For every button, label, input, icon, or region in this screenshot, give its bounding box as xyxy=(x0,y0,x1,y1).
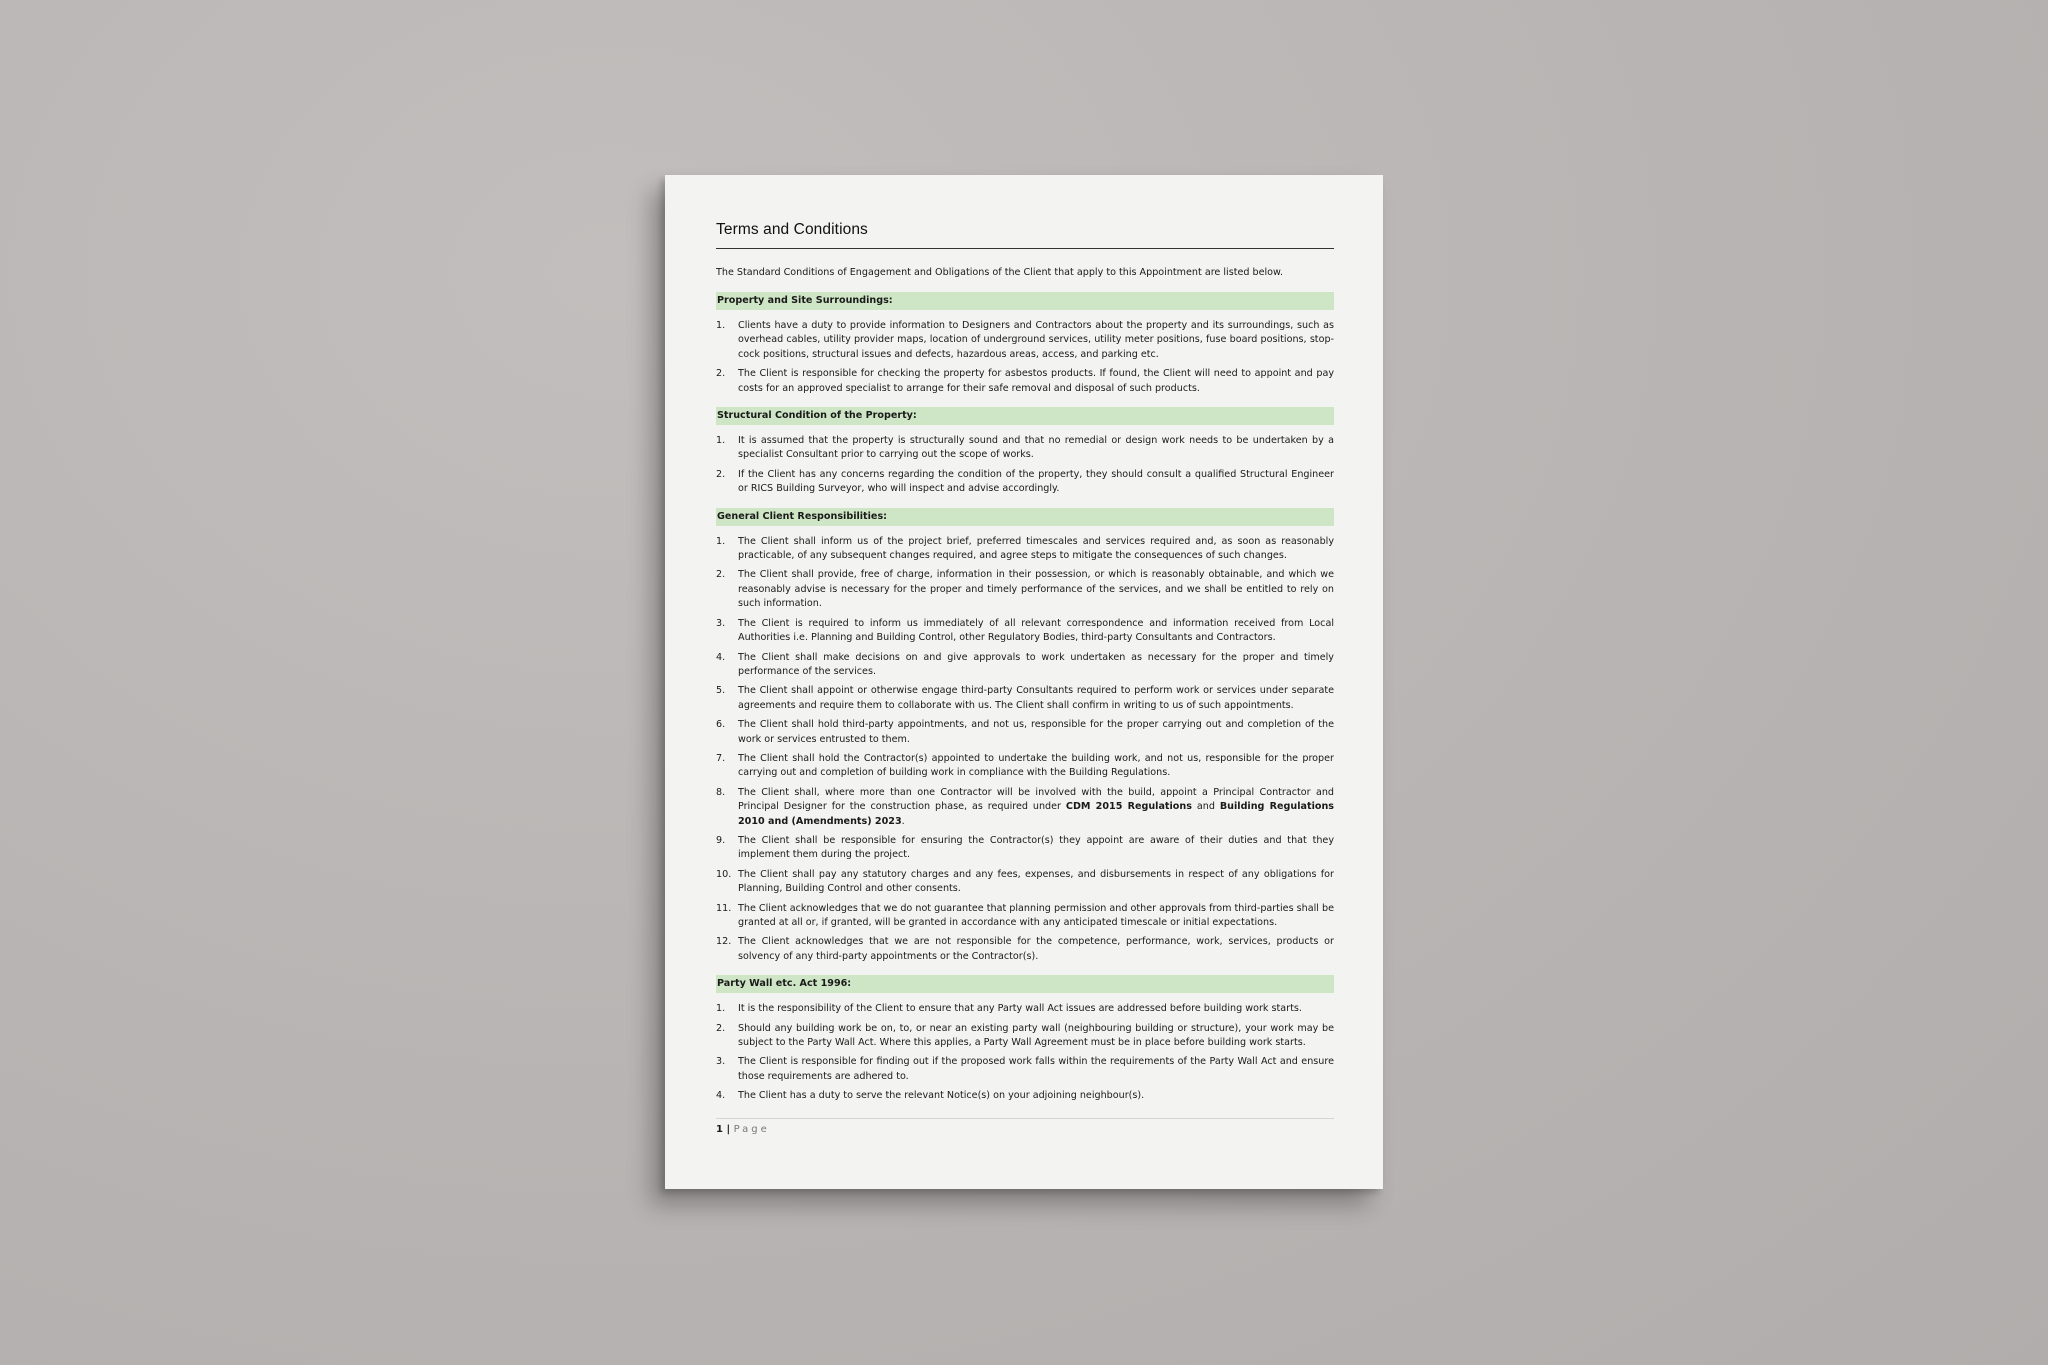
item-text: The Client shall make decisions on and give approvals to work undertaken as necessary for the proper and timely performance of the services. xyxy=(738,651,1334,677)
page-number: 1 xyxy=(716,1123,723,1135)
section-heading: Party Wall etc. Act 1996: xyxy=(716,975,1334,993)
list-item xyxy=(716,718,1334,747)
item-text: It is the responsibility of the Client to ensure that any Party wall Act issues are addressed before building work starts. xyxy=(738,1003,1302,1015)
footer-separator: | xyxy=(722,1123,734,1135)
item-number: 1. xyxy=(716,1003,726,1015)
item-text: Should any building work be on, to, or near an existing party wall (neighbouring building or structure), your work may be subject to the Party Wall Act. Where this applies, a Party Wall Agreement must be in place before building work starts. xyxy=(738,1022,1334,1049)
regulation-reference: Building Regulations 2010 and (Amendments) 2023 xyxy=(738,801,1334,827)
item-number: 4. xyxy=(716,651,726,663)
page-label: Page xyxy=(733,1123,770,1135)
item-text: The Client shall provide, free of charge, information in their possession, or which is reasonably obtainable, and which we reasonably advise is necessary for the proper and timely performance of the services, and we shall be entitled to rely on such information. xyxy=(738,569,1334,610)
item-number: 1. xyxy=(716,535,726,547)
item-text: The Client shall inform us of the project brief, preferred timescales and services required and, as soon as reasonably practicable, of any subsequent changes required, and agree steps to mitigate the consequences of such changes. xyxy=(738,535,1334,562)
list-item xyxy=(716,1022,1334,1051)
item-number: 1. xyxy=(716,435,726,447)
list-item xyxy=(716,868,1334,897)
item-text: The Client acknowledges that we do not guarantee that planning permission and other approvals from third-parties shall be granted at all or, if granted, will be granted in accordance with any anticipated timescale or initial expectations. xyxy=(738,902,1334,928)
item-number: 2. xyxy=(716,569,726,581)
list-item xyxy=(716,468,1334,497)
intro-text: The Standard Conditions of Engagement and Obligations of the Client that apply to this Appointment are listed below. xyxy=(716,267,1284,278)
page-number-footer xyxy=(716,1122,1334,1138)
list-item xyxy=(716,786,1334,829)
list-item xyxy=(716,319,1334,362)
item-text: The Client shall hold the Contractor(s) appointed to undertake the building work, and not us, responsible for the proper carrying out and completion of building work in compliance with the Building Regulations. xyxy=(738,752,1334,779)
list-item xyxy=(716,651,1334,680)
page-title: Terms and Conditions xyxy=(716,221,1334,249)
list-item xyxy=(716,367,1334,396)
item-number: 9. xyxy=(716,834,726,846)
list-item xyxy=(716,684,1334,713)
item-text: Clients have a duty to provide information to Designers and Contractors about the property and its surroundings, such as overhead cables, utility provider maps, location of underground services, utility meter positions, fuse board positions, stop-cock positions, structural issues and defects, hazardous areas, access, and parking etc. xyxy=(738,320,1334,360)
item-number: 6. xyxy=(716,719,726,731)
list-item xyxy=(716,902,1334,931)
section-list xyxy=(716,1002,1334,1103)
item-number: 2. xyxy=(716,368,726,380)
item-number: 4. xyxy=(716,1090,726,1102)
section-list xyxy=(716,434,1334,497)
list-item xyxy=(716,1089,1334,1103)
item-text-part: . xyxy=(901,815,905,827)
item-number: 7. xyxy=(716,752,726,764)
item-number: 3. xyxy=(716,1056,726,1068)
section-list xyxy=(716,319,1334,396)
item-text: The Client shall appoint or otherwise engage third-party Consultants required to perform work or services under separate agreements and require them to collaborate with us. The Client shall confirm in writing to us of such appointments. xyxy=(738,685,1334,711)
item-text: The Client is required to inform us immediately of all relevant correspondence and information received from Local Authorities i.e. Planning and Building Control, other Regulatory Bodies, third-party Consultants and Contractors. xyxy=(738,617,1334,644)
item-text-part: and xyxy=(1191,801,1220,813)
list-item xyxy=(716,1055,1334,1084)
list-item xyxy=(716,834,1334,863)
section-heading: General Client Responsibilities: xyxy=(716,508,1334,526)
item-number: 10. xyxy=(716,868,732,880)
page-footer xyxy=(716,1118,1334,1138)
item-number: 8. xyxy=(716,786,726,798)
item-text: The Client shall pay any statutory charges and any fees, expenses, and disbursements in respect of any obligations for Planning, Building Control and other consents. xyxy=(738,868,1334,895)
list-item xyxy=(716,434,1334,463)
item-number: 5. xyxy=(716,685,726,697)
section-heading: Structural Condition of the Property: xyxy=(716,407,1334,425)
item-number: 3. xyxy=(716,617,726,629)
document-page xyxy=(665,175,1383,1189)
list-item xyxy=(716,935,1334,964)
item-number: 2. xyxy=(716,1022,726,1034)
section-list xyxy=(716,535,1334,965)
list-item xyxy=(716,535,1334,564)
item-text: It is assumed that the property is structurally sound and that no remedial or design work needs to be undertaken by a specialist Consultant prior to carrying out the scope of works. xyxy=(738,435,1334,461)
item-number: 2. xyxy=(716,468,726,480)
item-text: The Client shall hold third-party appointments, and not us, responsible for the proper carrying out and completion of the work or services entrusted to them. xyxy=(738,719,1334,745)
item-text: The Client acknowledges that we are not responsible for the competence, performance, work, services, products or solvency of any third-party appointments or the Contractor(s). xyxy=(738,936,1334,962)
list-item xyxy=(716,752,1334,781)
item-number: 11. xyxy=(716,902,732,914)
regulation-reference: CDM 2015 Regulations xyxy=(1065,801,1192,813)
item-text: The Client is responsible for finding out if the proposed work falls within the requirements of the Party Wall Act and ensure those requirements are adhered to. xyxy=(738,1056,1334,1082)
item-text-part: The Client shall, where more than one Contractor will be involved with the build, appoint a Principal Contractor and Principal Designer for the construction phase, as required under xyxy=(738,786,1334,813)
list-item xyxy=(716,1002,1334,1016)
item-text: The Client is responsible for checking the property for asbestos products. If found, the Client will need to appoint and pay costs for an approved specialist to arrange for their safe removal and disposal of such products. xyxy=(738,368,1334,394)
section-heading: Property and Site Surroundings: xyxy=(716,292,1334,310)
item-text: The Client shall be responsible for ensuring the Contractor(s) they appoint are aware of their duties and that they implement them during the project. xyxy=(738,834,1334,861)
list-item xyxy=(716,568,1334,611)
item-number: 1. xyxy=(716,320,726,331)
item-text: The Client has a duty to serve the relevant Notice(s) on your adjoining neighbour(s). xyxy=(738,1090,1145,1102)
list-item xyxy=(716,617,1334,646)
item-text: If the Client has any concerns regarding the condition of the property, they should consult a qualified Structural Engineer or RICS Building Surveyor, who will inspect and advise accordingly. xyxy=(738,468,1334,495)
item-number: 12. xyxy=(716,936,732,948)
item-text xyxy=(738,786,1334,829)
